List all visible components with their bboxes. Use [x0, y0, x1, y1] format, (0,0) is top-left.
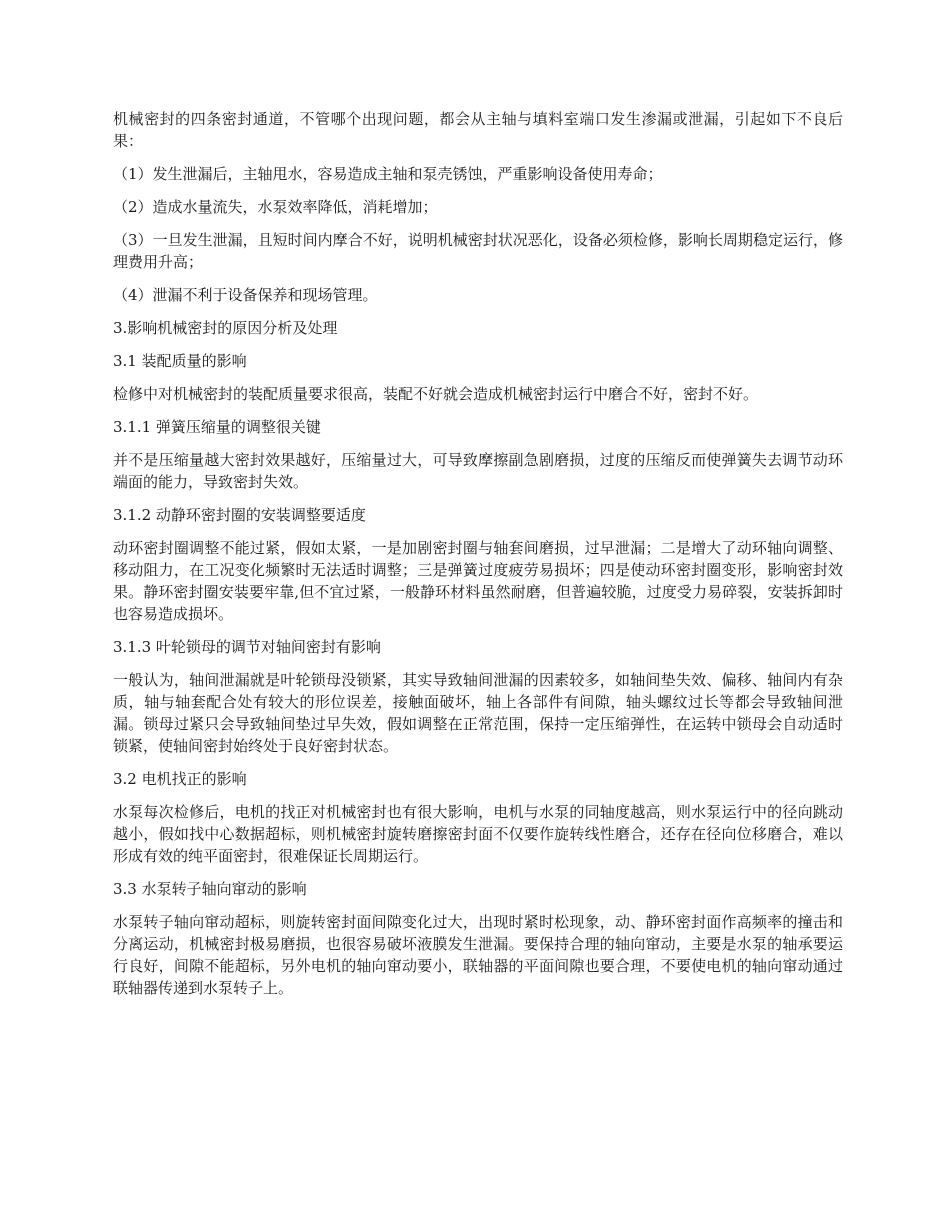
section-heading-3-3: 3.3 水泵转子轴向窜动的影响 [113, 880, 307, 898]
section-3-1-3-paragraph: 一般认为，轴间泄漏就是叶轮锁母没锁紧，其实导致轴间泄漏的因素较多，如轴间垫失效、偏移、轴间内有杂质，轴与轴套配合处有较大的形位误差，接触面破坏，轴上各部件有间隙，轴头螺纹过长等都会导致轴间泄漏。锁母过紧只会导致轴间垫过早失效，假如调整在正常范围，保持一定压缩弹性，在运转中锁母会自动适时锁紧，使轴间密封始终处于良好密封状态。 [113, 671, 843, 755]
document-page [113, 108, 843, 1010]
section-heading-3: 3.影响机械密封的原因分析及处理 [113, 319, 338, 337]
consequence-item-1: （1）发生泄漏后，主轴甩水，容易造成主轴和泵壳锈蚀，严重影响设备使用寿命； [113, 165, 663, 183]
section-heading-3-2: 3.2 电机找正的影响 [113, 770, 247, 788]
section-3-1-paragraph: 检修中对机械密封的装配质量要求很高，装配不好就会造成机械密封运行中磨合不好，密封不好。 [113, 385, 759, 403]
section-3-2-paragraph: 水泵每次检修后，电机的找正对机械密封也有很大影响，电机与水泵的同轴度越高，则水泵运行中的径向跳动越小，假如找中心数据超标，则机械密封旋转磨擦密封面不仅要作旋转线性磨合，还存在径向位移磨合，难以形成有效的纯平面密封，很难保证长周期运行。 [113, 803, 843, 865]
section-heading-3-1: 3.1 装配质量的影响 [113, 352, 247, 370]
consequence-item-4: （4）泄漏不利于设备保养和现场管理。 [113, 286, 378, 304]
section-3-1-2-paragraph: 动环密封圈调整不能过紧，假如太紧，一是加剧密封圈与轴套间磨损，过早泄漏；二是增大了动环轴向调整、移动阻力，在工况变化频繁时无法适时调整；三是弹簧过度疲劳易损坏；四是使动环密封圈变形，影响密封效果。静环密封圈安装要牢靠,但不宜过紧，一般静环材料虽然耐磨，但普遍较脆，过度受力易碎裂，安装拆卸时也容易造成损坏。 [113, 539, 843, 623]
section-3-3-paragraph: 水泵转子轴向窜动超标，则旋转密封面间隙变化过大，出现时紧时松现象，动、静环密封面作高频率的撞击和分离运动，机械密封极易磨损，也很容易破坏液膜发生泄漏。要保持合理的轴向窜动，主要是水泵的轴承要运行良好，间隙不能超标，另外电机的轴向窜动要小，联轴器的平面间隙也要合理，不要使电机的轴向窜动通过联轴器传递到水泵转子上。 [113, 913, 843, 997]
intro-paragraph: 机械密封的四条密封通道，不管哪个出现问题，都会从主轴与填料室端口发生渗漏或泄漏，引起如下不良后果： [113, 110, 843, 150]
consequence-item-3: （3）一旦发生泄漏，且短时间内摩合不好，说明机械密封状况恶化，设备必须检修，影响长周期稳定运行，修理费用升高； [113, 231, 843, 271]
consequence-item-2: （2）造成水量流失，水泵效率降低，消耗增加； [113, 198, 438, 216]
section-heading-3-1-1: 3.1.1 弹簧压缩量的调整很关键 [113, 418, 321, 436]
section-3-1-1-paragraph: 并不是压缩量越大密封效果越好，压缩量过大，可导致摩擦副急剧磨损，过度的压缩反而使弹簧失去调节动环端面的能力，导致密封失效。 [113, 451, 843, 491]
section-heading-3-1-2: 3.1.2 动静环密封圈的安装调整要适度 [113, 506, 366, 524]
section-heading-3-1-3: 3.1.3 叶轮锁母的调节对轴间密封有影响 [113, 638, 381, 656]
